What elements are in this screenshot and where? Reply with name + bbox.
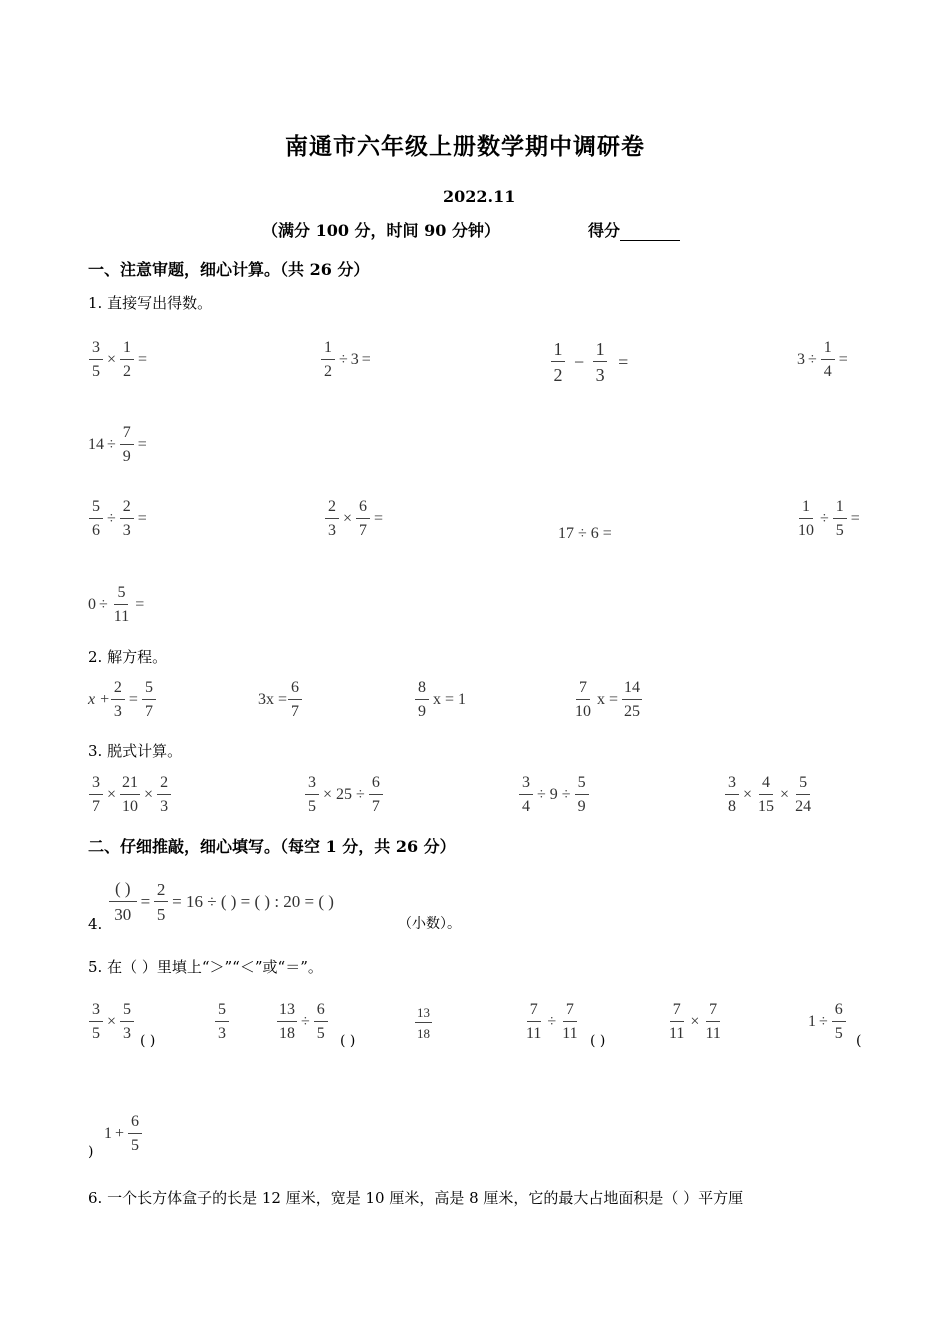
q4-number: 4. [88, 915, 103, 933]
q1-d: 3 ÷ $\frac{1}{4}$ = [797, 339, 848, 380]
q5-e-blank-close[interactable]: ) [88, 1144, 94, 1160]
q1-b: $\frac{1}{2}$ ÷ 3 = [320, 340, 374, 380]
section2-heading: 二、仔细推敲，细心填写。（每空 1 分，共 26 分） [88, 837, 456, 856]
q2-d: $\frac{7}{10}$ x = $\frac{14}{25}$ [575, 679, 641, 720]
q3-b: $\frac{3}{5}$ × 25 ÷ $\frac{6}{7}$ [304, 775, 384, 815]
q2-a: x + $\frac{2}{3}$ = $\frac{5}{7}$ [88, 680, 157, 720]
score-blank [620, 226, 680, 241]
q5-b-right: $\frac{13}{18}$ [417, 1005, 430, 1041]
q1-label: 1. 直接写出得数。 [88, 294, 213, 312]
q1-i: $\frac{1}{10}$ ÷ $\frac{1}{5}$ = [798, 498, 860, 539]
q1-g: $\frac{2}{3}$ × $\frac{6}{7}$ = [324, 499, 386, 539]
q4-expression: $\frac{( )}{30}$ = $\frac{2}{5}$ = 16 ÷ ( ) = ( ) : 20 = ( ) [108, 880, 337, 923]
q2-label: 2. 解方程。 [88, 648, 168, 666]
q5-label: 5. 在（ ）里填上“＞”“＜”或“＝”。 [88, 958, 323, 976]
q1-h: 17 ÷ 6 = [558, 525, 612, 542]
q3-c: $\frac{3}{4}$ ÷ 9 ÷ $\frac{5}{9}$ [518, 775, 590, 815]
q3-label: 3. 脱式计算。 [88, 742, 183, 760]
q5-b-left: $\frac{13}{18}$ ÷ $\frac{6}{5}$ [276, 1002, 329, 1042]
exam-info: （满分 100 分，时间 90 分钟） [262, 221, 500, 240]
q5-a-right: $\frac{5}{3}$ [214, 1002, 230, 1042]
score-label: 得分 [588, 221, 621, 240]
q5-a-blank[interactable]: ( ) [140, 1033, 156, 1049]
q3-d: $\frac{3}{8}$ × $\frac{4}{15}$ × $\frac{5}{24}$ [724, 775, 814, 815]
q1-c: $\frac{1}{2}$ − $\frac{1}{3}$ = [550, 340, 631, 384]
q1-e: 14 ÷ $\frac{7}{9}$ = [88, 424, 147, 465]
score-field [588, 218, 680, 241]
q5-e-right: 1 + $\frac{6}{5}$ [104, 1114, 143, 1154]
exam-date: 2022.11 [443, 187, 516, 206]
q5-c-left: $\frac{7}{11}$ ÷ $\frac{7}{11}$ [526, 1001, 578, 1042]
section1-heading: 一、注意审题，细心计算。（共 26 分） [88, 260, 370, 279]
q1-a: $\frac{3}{5}$ × $\frac{1}{2}$ = [88, 340, 150, 380]
q5-c-blank[interactable]: ( ) [590, 1033, 606, 1049]
q2-b: 3x = $\frac{6}{7}$ [258, 680, 303, 720]
q2-c: $\frac{8}{9}$ x = 1 [414, 680, 466, 720]
q3-a: $\frac{3}{7}$ × $\frac{21}{10}$ × $\frac{2}{3}$ [88, 775, 172, 815]
q5-e-left: 1 ÷ $\frac{6}{5}$ [808, 1002, 847, 1042]
q5-e-blank-open[interactable]: ( [856, 1033, 862, 1049]
q5-b-blank[interactable]: ( ) [340, 1033, 356, 1049]
page-title: 南通市六年级上册数学期中调研卷 [285, 133, 645, 160]
q1-f: $\frac{5}{6}$ ÷ $\frac{2}{3}$ = [88, 499, 150, 539]
q1-j: 0 ÷ $\frac{5}{11}$ = [88, 584, 145, 625]
q5-c-right: $\frac{7}{11}$ × $\frac{7}{11}$ [669, 1001, 721, 1042]
q6-text: 6. 一个长方体盒子的长是 12 厘米，宽是 10 厘米，高是 8 厘米，它的最大占地面积是（ ）平方厘 [88, 1189, 744, 1207]
q5-a-left: $\frac{3}{5}$ × $\frac{5}{3}$ [88, 1002, 135, 1042]
q4-suffix: （小数）。 [398, 916, 461, 932]
